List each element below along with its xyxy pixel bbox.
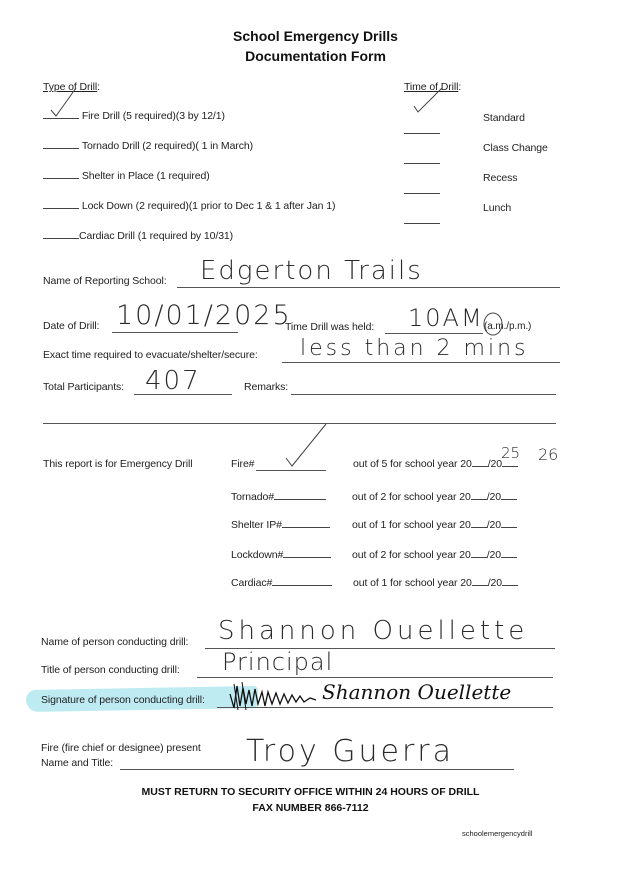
evac-time-underline [282,362,560,363]
lockdown-year-text: out of 2 for school year 20 /20 [352,549,517,561]
am-circle-icon [481,311,505,337]
fire-official-label-1: Fire (fire chief or designee) present [41,742,201,754]
school-name-value[interactable]: Edgerton Trails [200,256,423,286]
fire-count-field[interactable] [256,470,326,471]
time-standard-blank[interactable] [404,121,440,139]
time-class-change-blank[interactable] [404,151,440,169]
type-of-drill-heading: Type of Drill: [43,81,100,93]
date-value[interactable]: 10/01/2025 [116,300,292,331]
time-lunch-label: Lunch [483,202,512,214]
fire-official-underline [120,769,514,770]
participants-label: Total Participants: [43,381,124,393]
drill-type-cardiac[interactable]: Cardiac Drill (1 required by 10/31) [43,230,233,242]
signature-scribble [228,680,320,712]
evac-time-label: Exact time required to evacuate/shelter/secure: [43,349,258,361]
form-title-line1: School Emergency Drills [233,28,398,44]
evac-time-value[interactable]: less than 2 mins [300,336,529,361]
conductor-name-label: Name of person conducting drill: [41,636,189,648]
time-of-drill-heading: Time of Drill: [404,81,462,93]
fire-official-value[interactable]: Troy Guerra [246,734,455,769]
time-held-value[interactable]: 10AM [408,304,484,332]
conductor-title-value[interactable]: Principal [222,648,334,676]
form-code: schoolemergencydrill [462,829,533,838]
signature-label: Signature of person conducting drill: [41,694,205,706]
footer-line2: FAX NUMBER 866-7112 [252,802,369,814]
drill-type-shelter[interactable]: Shelter in Place (1 required) [43,170,210,182]
footer-line1: MUST RETURN TO SECURITY OFFICE WITHIN 24 HOURS OF DRILL [141,786,480,798]
report-for-label: This report is for Emergency Drill [43,458,193,470]
shelter-count-label: Shelter IP# [231,519,330,531]
checkmark-icon [282,422,330,470]
time-recess-blank[interactable] [404,181,440,199]
remarks-label: Remarks: [244,381,289,393]
ampm-label: (a.m./p.m.) [484,321,532,332]
participants-value[interactable]: 407 [145,366,201,396]
conductor-title-label: Title of person conducting drill: [41,664,180,676]
checkmark-icon [410,86,446,120]
conductor-name-value[interactable]: Shannon Ouellette [218,616,529,646]
cardiac-year-text: out of 1 for school year 20 /20 [353,577,518,589]
fire-count-label: Fire# [231,458,255,470]
drill-type-lockdown[interactable]: Lock Down (2 required)(1 prior to Dec 1 & 1 after Jan 1) [43,200,335,212]
tornado-count-label: Tornado# [231,491,326,503]
lockdown-count-label: Lockdown# [231,549,331,561]
signature-value[interactable]: Shannon Ouellette [322,680,512,704]
form-title-line2: Documentation Form [245,48,386,64]
time-recess-label: Recess [483,172,518,184]
date-label: Date of Drill: [43,320,100,332]
fire-count-year-text: out of 5 for school year 20 /20 [353,458,518,470]
time-lunch-blank[interactable] [404,211,440,229]
drill-type-tornado[interactable]: Tornado Drill (2 required)( 1 in March) [43,140,253,152]
tornado-year-text: out of 2 for school year 20 /20 [352,491,517,503]
date-underline [112,332,238,333]
fire-year-start[interactable]: 25 [501,444,521,462]
remarks-underline[interactable] [291,394,556,395]
school-name-underline [177,287,560,288]
time-held-underline [385,333,483,334]
drill-type-fire[interactable]: Fire Drill (5 required)(3 by 12/1) [43,110,225,122]
time-class-change-label: Class Change [483,142,548,154]
time-held-label: Time Drill was held: [285,321,375,333]
conductor-title-underline [197,677,553,678]
school-name-label: Name of Reporting School: [43,275,167,287]
shelter-year-text: out of 1 for school year 20 /20 [352,519,517,531]
fire-official-label-2: Name and Title: [41,757,114,769]
cardiac-count-label: Cardiac# [231,577,332,589]
time-standard-label: Standard [483,112,525,124]
fire-year-end[interactable]: 26 [538,445,559,464]
